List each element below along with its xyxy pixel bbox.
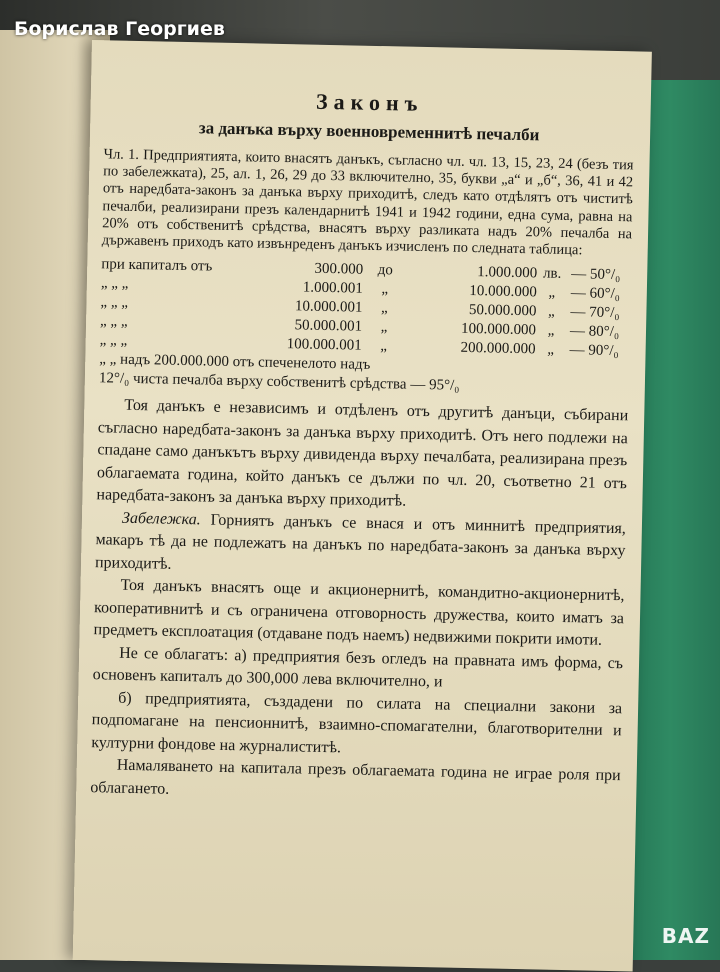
row-sep: „ [381,281,389,298]
row-sep: „ [380,319,388,336]
row-prefix: „ „ „ [99,313,128,331]
row-prefix: „ „ „ [100,294,129,312]
marketplace-logo: BAZ [661,924,710,948]
book-page [73,40,652,972]
tax-rate-table [99,255,632,399]
row-currency: „ [548,284,556,301]
table-row-over-200m: „ „ надъ 200.000.000 отъ спеченелото надъ [99,351,371,374]
row-to: 100.000.000 [460,321,537,339]
row-from: 300.000 [314,260,364,278]
page-content [90,84,635,810]
row-from: 100.000.001 [286,336,362,354]
row-to: 1.000.000 [477,264,538,282]
note-label: Забележка. [121,509,201,529]
note-paragraph [95,507,626,586]
row-to: 200.000.000 [460,340,536,358]
row-rate: — 70°/₀ [570,304,620,322]
row-from: 1.000.001 [302,279,364,297]
row-currency: „ [547,341,555,358]
paragraph-independent-tax: Тоя данъкъ е независимъ и отдѣленъ отъ другитѣ данъци, събирани съгласно наредбата-законъ за данъка върху приходитѣ. Отъ него подлежи на спадане само данъкътъ върху дивиденда върху печалбата, реализирана презъ облагаемата година, който данъкъ се дължи по чл. 20, съответно 21 отъ наредбата-законъ за данъка върху приходитѣ. [96,396,629,510]
row-prefix: „ „ „ [99,332,128,350]
row-sep: до [377,262,393,279]
row-currency: „ [547,303,555,320]
row-rate: — 80°/₀ [569,323,620,341]
paragraph-exempt-b: б) предприятията, създадени по силата на специални закони за подпомагане на пенсионнитѣ, взаимно-спомагателни, благотворителни и културни фондове на журналиститѣ. [91,689,623,757]
article-1: Чл. 1. Предприятията, които внасятъ данъкъ, съгласно чл. чл. 13, 15, 23, 24 (безъ тия по забележката), 25, ал. 1, 26, 29 до 33 включително, 35, букви „а“ и „б“, 36, 41 и 42 отъ наредбата-законъ за данъка върху приходитѣ, следъ като отдѣлятъ отъ чиститѣ печалби, реализирани презъ календарнитѣ 1941 и 1942 години, една сума, равна на 20% отъ собственитѣ срѣдства, внасятъ върху разликата надъ 20% печалба на държавенъ приходъ като извънреденъ данъкъ изчисленъ по следната таблица: [101,146,634,259]
row-prefix: „ „ „ [100,275,129,293]
row-rate: — 60°/₀ [570,285,621,303]
note-text: Горниятъ данъкъ се внася и отъ миннитѣ предприятия, макаръ тѣ да не подлежатъ на данъкъ по наредбата-законъ за данъка върху приходитѣ. [94,511,627,573]
row-to: 50.000.000 [468,302,537,320]
row-to: 10.000.000 [469,283,537,301]
row-sep: „ [380,300,388,317]
table-row-95-percent: 12°/₀ чиста печалба върху собственитѣ срѣдства — 95°/₀ [98,370,460,394]
row-rate: — 50°/₀ [571,266,621,284]
paragraph-exempt-a: Не се облагатъ: а) предприятия безъ огледъ на правната имъ форма, съ основенъ капиталъ до 300,000 лева включително, и [92,644,624,691]
row-currency: лв. [542,265,562,283]
row-from: 50.000.001 [294,317,363,335]
row-rate: — 90°/₀ [569,342,619,360]
law-subtitle: за данъка върху военновременнитѣ печалби [198,118,540,145]
law-title: Законъ [315,88,424,116]
row-from: 10.000.001 [294,298,363,316]
row-prefix: при капиталъ отъ [101,256,213,275]
paragraph-companies: Тоя данъкъ внасятъ още и акционернитѣ, командитно-акционернитѣ, кооперативнитѣ и съ ограничена отговорность дружества, които иматъ за предметъ експлоатация (отдаване подъ наемъ) недвижими покрити имоти. [93,576,625,650]
seller-watermark: Борислав Георгиев [14,18,225,40]
row-sep: „ [380,338,388,355]
paragraph-capital-reduction: Намаляването на капитала презъ облагаемата година не играе роля при облагането. [90,756,621,798]
row-currency: „ [547,322,555,339]
